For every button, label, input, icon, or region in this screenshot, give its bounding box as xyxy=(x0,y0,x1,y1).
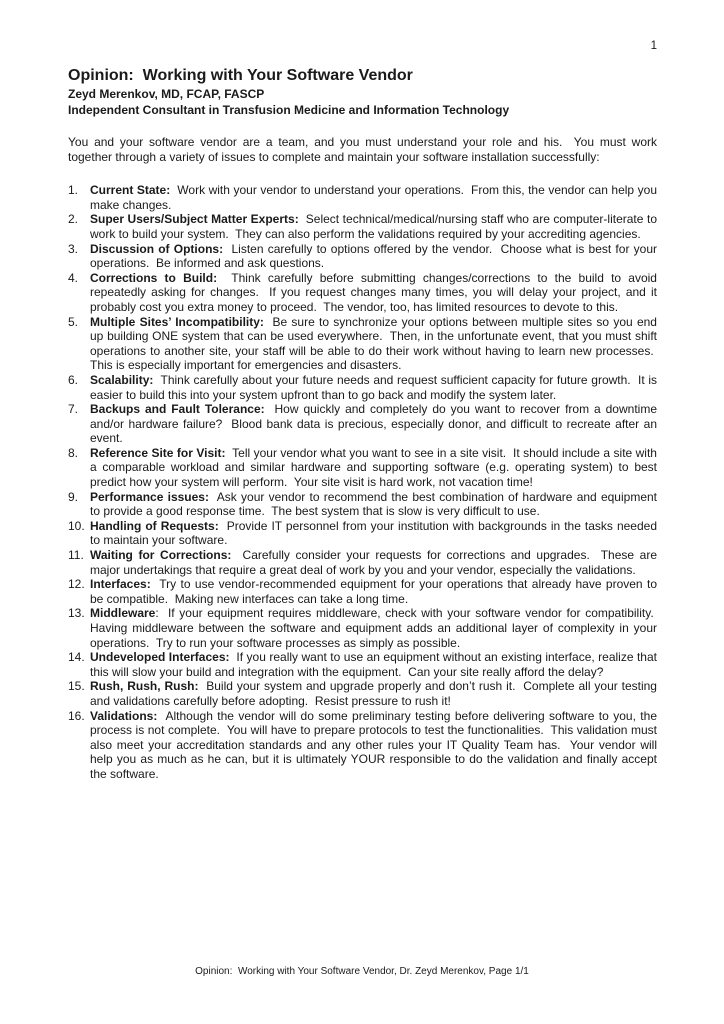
list-item xyxy=(68,709,657,782)
item-number: 6. xyxy=(68,372,79,387)
item-text: Think carefully about your future needs and request sufficient capacity for future growth. It is easier to build this into your system upfront than to go back and modify the system later. xyxy=(90,372,657,402)
intro-paragraph: You and your software vendor are a team, and you must understand your role and his. You must work together through a variety of issues to complete and maintain your software installation successfully: xyxy=(68,135,657,164)
list-item xyxy=(68,242,657,271)
item-number: 11. xyxy=(68,548,84,563)
vendor-tips-list xyxy=(68,183,657,781)
item-term: Performance issues: xyxy=(90,489,209,504)
list-item xyxy=(68,577,657,606)
item-text: How quickly and completely do you want to recover from a downtime and/or hardware failure? Blood bank data is precious, especially donor, and difficult to recreate after an event. xyxy=(90,402,657,446)
item-text: Although the vendor will do some preliminary testing before delivering software to you, the process is not complete. You will have to prepare protocols to test the functionalities. This validation must also meet your accreditation standards and any other rules your IT Quality Team has. Your vendor will help you as much as he can, but it is ultimately YOUR responsible to do the validation and finally accept the software. xyxy=(90,708,657,781)
item-text: If you really want to use an equipment without an existing interface, realize that this will slow your build and integration with the equipment. Can your site really afford the delay? xyxy=(90,650,657,679)
list-item xyxy=(68,606,657,650)
footer-text: Opinion: Working with Your Software Vendor, Dr. Zeyd Merenkov, Page 1/1 xyxy=(195,966,529,977)
list-item xyxy=(68,519,657,548)
item-number: 13. xyxy=(68,606,85,621)
item-term: Discussion of Options: xyxy=(90,241,224,256)
item-number: 3. xyxy=(68,241,79,256)
item-text: Provide IT personnel from your institution with backgrounds in the tasks needed to maintain your software. xyxy=(90,518,657,548)
item-text: Be sure to synchronize your options between multiple sites so you end up building ONE system that can be used everywhere. Then, in the unfortunate event, that you must shift operations to another site, your staff will be able to do their work without having to learn new processes. This is especially important for emergencies and disasters. xyxy=(90,314,657,373)
item-term: Interfaces: xyxy=(90,577,151,592)
item-term: Undeveloped Interfaces: xyxy=(90,650,230,665)
item-term: Backups and Fault Tolerance: xyxy=(90,402,265,417)
item-number: 7. xyxy=(68,402,79,417)
item-number: 4. xyxy=(68,270,79,285)
item-term: Corrections to Build: xyxy=(90,270,218,285)
item-term: Reference Site for Visit: xyxy=(90,445,226,460)
item-text: Think carefully before submitting changes/corrections to the build to avoid repeatedly asking for changes. If you request changes many times, you will delay your project, and it probably cost you extra money to proceed. The vendor, too, has limited resources to devote to this. xyxy=(90,270,657,314)
item-text: Build your system and upgrade properly and don’t rush it. Complete all your testing and validations carefully before adopting. Resist pressure to rush it! xyxy=(90,679,657,708)
item-number: 9. xyxy=(68,489,79,504)
page-content xyxy=(68,40,657,782)
item-number: 16. xyxy=(68,708,85,723)
list-item xyxy=(68,548,657,577)
item-number: 5. xyxy=(68,314,79,329)
item-term: Handling of Requests: xyxy=(90,518,219,533)
item-text: Ask your vendor to recommend the best combination of hardware and equipment to provide a good response time. The best system that is slow is very difficult to use. xyxy=(90,489,657,519)
affiliation-line: Independent Consultant in Transfusion Medicine and Information Technology xyxy=(68,103,510,117)
item-text: Select technical/medical/nursing staff who are computer-literate to work to build your system. They can also perform the validations required by your accrediting agencies. xyxy=(90,212,657,241)
item-number: 12. xyxy=(68,577,85,592)
item-text: Carefully consider your requests for corrections and upgrades. These are major undertakings that require a great deal of work by you and your vendor, especially the validations. xyxy=(90,548,657,577)
item-term: Rush, Rush, Rush: xyxy=(90,679,199,694)
list-item xyxy=(68,650,657,679)
item-number: 15. xyxy=(68,679,85,694)
author-line: Zeyd Merenkov, MD, FCAP, FASCP xyxy=(68,87,265,101)
item-text: Try to use vendor-recommended equipment for your operations that already have proven to be compatible. Making new interfaces can take a long time. xyxy=(90,577,657,606)
page-number: 1 xyxy=(650,40,657,52)
list-item xyxy=(68,271,657,315)
item-text: Listen carefully to options offered by the vendor. Choose what is best for your operations. Be informed and ask questions. xyxy=(90,241,657,271)
item-term: Validations: xyxy=(90,708,158,723)
item-number: 14. xyxy=(68,650,85,665)
doc-title: Opinion: Working with Your Software Vendor xyxy=(68,67,413,84)
item-number: 10. xyxy=(68,518,85,533)
item-term: Waiting for Corrections: xyxy=(90,548,232,563)
list-item xyxy=(68,373,657,402)
item-term: Current State: xyxy=(90,183,171,198)
item-term: Super Users/Subject Matter Experts: xyxy=(90,212,299,227)
item-number: 2. xyxy=(68,212,79,227)
item-term: Middleware xyxy=(90,606,156,621)
item-number: 1. xyxy=(68,183,79,198)
list-item xyxy=(68,490,657,519)
list-item xyxy=(68,315,657,373)
list-item xyxy=(68,679,657,708)
list-item xyxy=(68,446,657,490)
item-text: : If your equipment requires middleware, check with your software vendor for compatibility. Having middleware between the software and equipment adds an additional layer of complexity in your operations. Try to run your software processes as simply as possible. xyxy=(90,606,657,650)
list-item xyxy=(68,212,657,241)
item-term: Scalability: xyxy=(90,372,154,387)
item-term: Multiple Sites’ Incompatibility: xyxy=(90,314,264,329)
list-item xyxy=(68,183,657,212)
list-item xyxy=(68,402,657,446)
item-number: 8. xyxy=(68,445,79,460)
item-text: Work with your vendor to understand your operations. From this, the vendor can help you make changes. xyxy=(90,183,657,212)
item-text: Tell your vendor what you want to see in a site visit. It should include a site with a comparable workload and similar hardware and supporting software (e.g. operating system) to best predict how your system will perform. Your site visit is hard work, not vacation time! xyxy=(90,445,657,490)
